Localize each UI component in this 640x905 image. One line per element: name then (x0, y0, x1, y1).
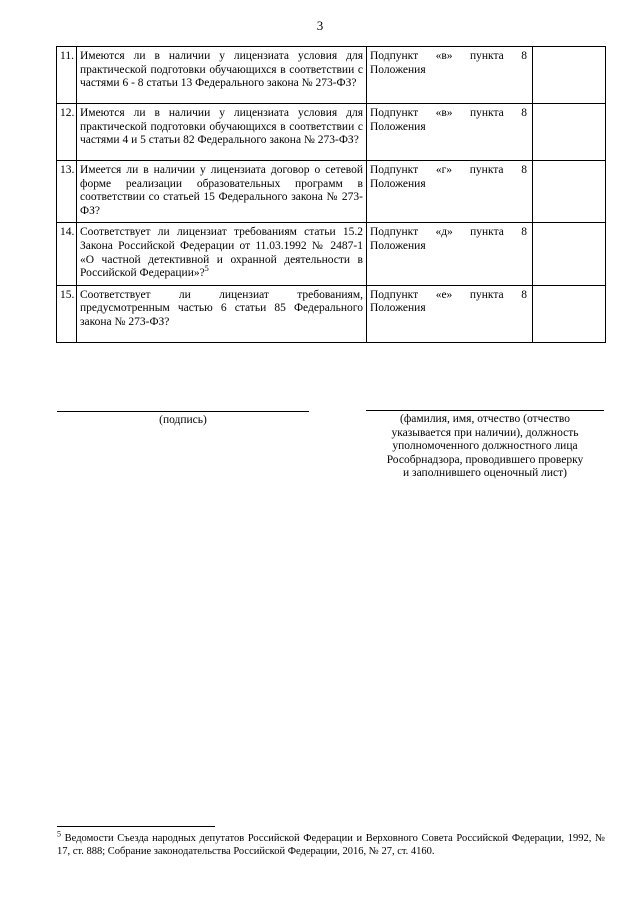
ref-number: 8 (521, 107, 527, 119)
footnote-text: Ведомости Съезда народных депутатов Российской Федерации и Верховного Совета Российской Федерации, 1992, № 17, ст. 888; Собрание законодательства Российской Федерации, 2016, № 27, ст. 4160. (57, 833, 606, 857)
row-number: 11. (57, 47, 77, 104)
ref-letter: «г» (435, 164, 453, 176)
footnote-reference: 5 (204, 264, 209, 274)
question-text (77, 223, 367, 285)
ref-number: 8 (521, 50, 527, 62)
question-text-body: Соответствует ли лицензиат требованиям статьи 15.2 Закона Российской Федерации от 11.03.1992 № 2487-1 «О частной детективной и охранной деятельности в Российской Федерации»? (80, 226, 363, 280)
legal-reference (367, 47, 533, 104)
row-number: 15. (57, 285, 77, 342)
ref-doc: Положения (370, 239, 426, 252)
ref-subpoint: Подпункт (370, 288, 419, 301)
full-name-caption-line: Рособрнадзора, проводившего проверку (386, 453, 584, 466)
ref-letter: «в» (435, 107, 453, 119)
ref-subpoint: Подпункт (370, 164, 419, 176)
legal-reference (367, 161, 533, 223)
ref-subpoint: Подпункт (370, 50, 419, 62)
ref-point: пункта (469, 164, 504, 176)
answer-cell[interactable] (533, 161, 606, 223)
full-name-caption-line: указывается при наличии), должность (391, 426, 579, 439)
ref-letter: «в» (435, 50, 453, 62)
legal-reference (367, 285, 533, 342)
row-number: 13. (57, 161, 77, 223)
ref-point: пункта (469, 50, 504, 62)
row-number: 14. (57, 223, 77, 285)
ref-subpoint: Подпункт (370, 107, 419, 119)
table-row (57, 47, 606, 104)
ref-subpoint: Подпункт (370, 226, 419, 239)
ref-doc: Положения (370, 177, 426, 190)
full-name-caption (366, 413, 604, 481)
ref-point: пункта (470, 226, 504, 239)
table-row (57, 223, 606, 285)
ref-number: 8 (521, 164, 527, 176)
question-text: Имеются ли в наличии у лицензиата условия для практической подготовки обучающихся в соответствии с частями 4 и 5 статьи 82 Федерального закона № 273-ФЗ? (77, 104, 367, 161)
row-number: 12. (57, 104, 77, 161)
table-row (57, 104, 606, 161)
answer-cell[interactable] (533, 47, 606, 104)
footnote (57, 829, 606, 858)
legal-reference (367, 104, 533, 161)
answer-cell[interactable] (533, 223, 606, 285)
ref-point: пункта (469, 107, 504, 119)
legal-reference (367, 223, 533, 285)
footnote-mark: 5 (57, 829, 61, 839)
footnote-separator (57, 826, 215, 827)
question-text: Соответствует ли лицензиат требованиям, предусмотренным частью 6 статьи 85 Федерального закона № 273-ФЗ? (77, 285, 367, 342)
ref-doc: Положения (370, 120, 426, 133)
table-row (57, 161, 606, 223)
signature-caption: (подпись) (159, 414, 207, 426)
full-name-caption-line: уполномоченного должностного лица (392, 440, 578, 453)
signature-line (57, 411, 309, 412)
ref-letter: «е» (435, 288, 453, 301)
ref-doc: Положения (370, 302, 426, 315)
full-name-caption-line: (фамилия, имя, отчество (отчество (400, 413, 570, 425)
ref-number: 8 (521, 288, 527, 301)
ref-letter: «д» (435, 226, 453, 239)
page-number: 3 (316, 18, 324, 33)
checklist-table (56, 46, 606, 343)
ref-doc: Положения (370, 63, 426, 76)
table-row (57, 285, 606, 342)
full-name-line (366, 410, 604, 411)
ref-number: 8 (521, 226, 527, 239)
ref-point: пункта (469, 288, 504, 301)
full-name-caption-line: и заполнившего оценочный лист) (403, 467, 567, 480)
question-text: Имеются ли в наличии у лицензиата условия для практической подготовки обучающихся в соответствии с частями 6 - 8 статьи 13 Федерального закона № 273-ФЗ? (77, 47, 367, 104)
answer-cell[interactable] (533, 104, 606, 161)
question-text: Имеется ли в наличии у лицензиата договор о сетевой форме реализации образовательных программ в соответствии со статьей 15 Федерального закона № 273-ФЗ? (77, 161, 367, 223)
answer-cell[interactable] (533, 285, 606, 342)
